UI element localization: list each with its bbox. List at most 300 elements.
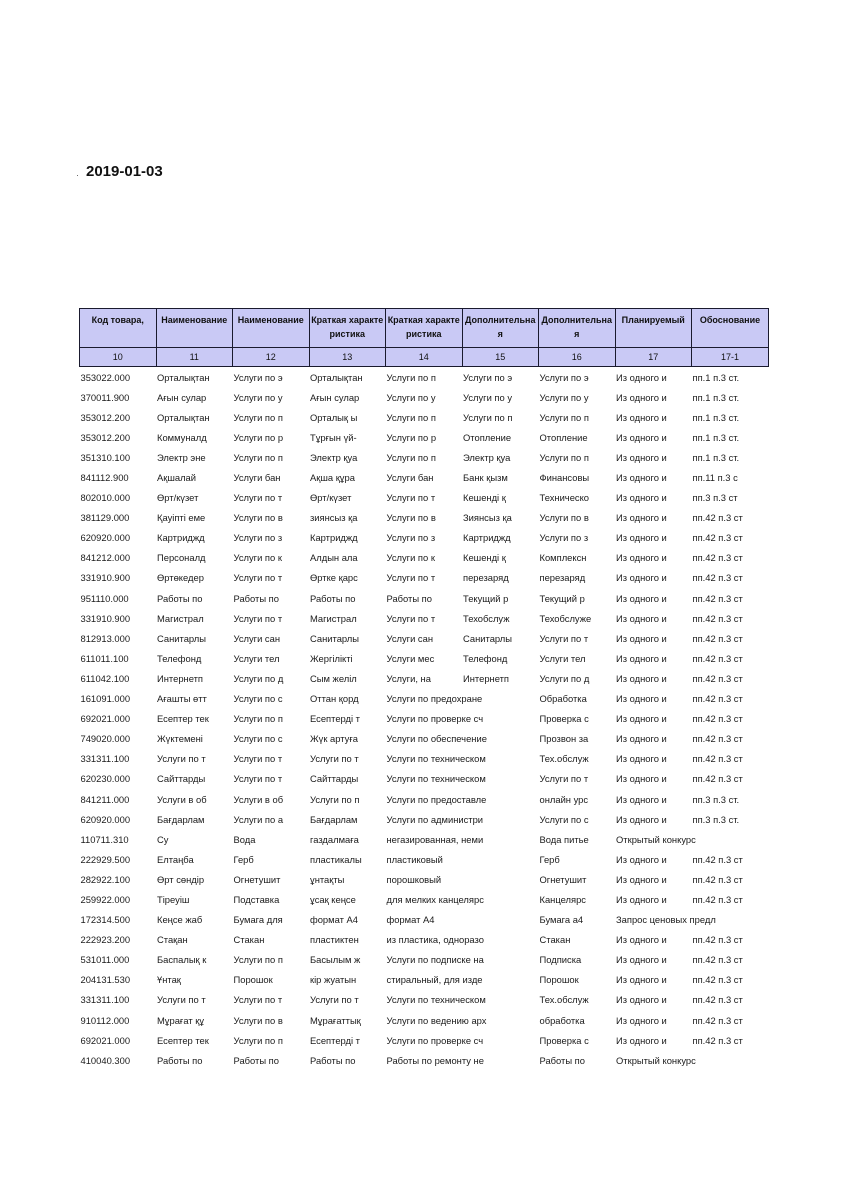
table-cell: порошковый (386, 873, 442, 885)
table-cell: Отопление (539, 431, 588, 443)
table-cell: Тех.обслуж (539, 753, 589, 765)
table-cell: перезаряд (463, 572, 509, 584)
table-cell: Услуги по к (233, 552, 282, 564)
table-cell: Услуги по з (539, 532, 589, 544)
table-cell: пп.42 п.3 ст (692, 1014, 743, 1026)
table-cell: Работы по (386, 592, 432, 604)
table-cell: формат А4 (310, 914, 358, 926)
table-cell: Из одного и (616, 391, 667, 403)
table-cell: обработка (539, 1014, 585, 1026)
table-cell: пп.42 п.3 ст (692, 572, 743, 584)
table-cell: Из одного и (616, 954, 667, 966)
table-cell: Из одного и (616, 813, 667, 825)
table-cell: Ағашты өтт (157, 693, 207, 705)
table-row (80, 749, 769, 769)
table-cell: Услуги по в (539, 512, 589, 524)
table-cell: пп.42 п.3 ст (692, 652, 743, 664)
table-cell: 749020.000 (80, 733, 131, 745)
table-cell: Из одного и (616, 512, 667, 524)
table-cell: Проверка с (539, 713, 589, 725)
table-cell: пп.42 п.3 ст (692, 853, 743, 865)
table-cell: Текущий р (539, 592, 585, 604)
table-cell: 222929.500 (80, 853, 131, 865)
table-cell: Стакан (233, 934, 265, 946)
table-cell: пп.11 п.3 с (692, 472, 738, 484)
table-cell: Работы по (233, 592, 279, 604)
table-cell: Услуги по т (233, 994, 283, 1006)
table-cell: Из одного и (616, 873, 667, 885)
table-cell: пп.42 п.3 ст (692, 893, 743, 905)
table-cell: Подставка (233, 893, 280, 905)
table-cell: Услуги, на (386, 672, 431, 684)
table-cell: Услуги мес (386, 652, 435, 664)
table-cell: Услуги по подписке на (386, 954, 484, 966)
column-number: 10 (80, 348, 157, 367)
table-cell: Орталықтан (310, 371, 363, 383)
header-cell: Обоснование (692, 309, 769, 348)
table-cell: 802010.000 (80, 492, 131, 504)
table-cell: пп.42 п.3 ст (692, 994, 743, 1006)
table-cell: Услуги по т (386, 572, 436, 584)
table-cell: Из одного и (616, 994, 667, 1006)
table-cell: кір жуатын (310, 974, 357, 986)
table-cell: Картриджд (157, 532, 205, 544)
table-cell: Финансовы (539, 472, 590, 484)
table-row (80, 910, 769, 930)
table-cell: Телефонд (463, 652, 508, 664)
table-cell: пп.42 п.3 ст (692, 753, 743, 765)
table-cell: Из одного и (616, 592, 667, 604)
table-cell: Услуги по р (233, 431, 284, 443)
table-cell: Услуги по п (386, 411, 436, 423)
header-cell: Краткая характеристика (386, 309, 463, 348)
table-cell: Услуги по т (157, 994, 206, 1006)
table-cell: Работы по (157, 1054, 203, 1066)
table-cell: 692021.000 (80, 713, 131, 725)
table-row (80, 769, 769, 789)
table-cell: Работы по (157, 592, 203, 604)
table-cell: Из одного и (616, 753, 667, 765)
table-cell: Услуги по в (233, 1014, 283, 1026)
table-cell: Канцелярс (539, 893, 586, 905)
table-cell: Из одного и (616, 974, 667, 986)
table-cell: Услуги сан (386, 632, 434, 644)
table-cell: пп.1 п.3 ст. (692, 411, 740, 423)
table-cell: Из одного и (616, 672, 667, 684)
table-cell: Кеңсе жаб (157, 914, 203, 926)
table-cell: Интернетп (157, 672, 203, 684)
table-cell: 531011.000 (80, 954, 130, 966)
table-cell: пп.42 п.3 ст (692, 713, 743, 725)
table-cell: Из одного и (616, 572, 667, 584)
table-cell: Услуги по д (539, 672, 590, 684)
table-cell: Услуги по п (233, 411, 283, 423)
column-number: 12 (233, 348, 310, 367)
table-row (80, 1010, 769, 1030)
table-cell: Услуги по предоставле (386, 793, 487, 805)
table-body (80, 367, 769, 1071)
table-cell: пп.42 п.3 ст (692, 552, 743, 564)
table-cell: пп.42 п.3 ст (692, 512, 743, 524)
table-cell: Услуги бан (233, 472, 281, 484)
table-cell: 161091.000 (80, 693, 131, 705)
table-cell: 620230.000 (80, 773, 131, 785)
table-cell: 410040.300 (80, 1054, 131, 1066)
table-row (80, 789, 769, 809)
table-cell: Услуги по у (233, 391, 283, 403)
table-cell: Жергілікті (310, 652, 353, 664)
table-cell: Услуги по т (539, 632, 589, 644)
table-cell: Елтаңба (157, 853, 194, 865)
table-cell: Мұрағаттық (310, 1014, 361, 1026)
table-cell: Услуги по т (233, 492, 283, 504)
table-cell: пп.42 п.3 ст (692, 693, 743, 705)
table-cell: Из одного и (616, 853, 667, 865)
header-cell: Наименование (156, 309, 233, 348)
table-cell: 841211.000 (80, 793, 130, 805)
table-cell: 331910.900 (80, 612, 131, 624)
column-number: 17 (615, 348, 692, 367)
table-cell: Из одного и (616, 1014, 667, 1026)
table-cell: Из одного и (616, 693, 667, 705)
table-cell: негазированная, неми (386, 833, 484, 845)
table-cell: ұсақ кеңсе (310, 893, 356, 905)
table-cell: пп.1 п.3 ст. (692, 371, 740, 383)
table-cell: Услуги по в (233, 512, 283, 524)
table-cell: пп.3 п.3 ст. (692, 793, 740, 805)
table-row (80, 950, 769, 970)
table-cell: Басылым ж (310, 954, 361, 966)
column-number: 11 (156, 348, 233, 367)
table-row (80, 1030, 769, 1050)
table-row (80, 387, 769, 407)
table-cell: Услуги по техническом (386, 773, 486, 785)
table-cell: 172314.500 (80, 914, 131, 926)
table-cell: Из одного и (616, 451, 667, 463)
table-cell: Өртке қарс (310, 572, 358, 584)
table-cell: Услуги по обеспечение (386, 733, 487, 745)
table-row (80, 689, 769, 709)
table-cell: Огнетушит (539, 873, 587, 885)
table-cell: Услуги по п (233, 954, 283, 966)
table-cell: Огнетушит (233, 873, 281, 885)
table-cell: 812913.000 (80, 632, 131, 644)
table-row (80, 588, 769, 608)
table-cell: Прозвон за (539, 733, 589, 745)
table-cell: Картриджд (463, 532, 511, 544)
table-row (80, 729, 769, 749)
table-cell: Орталықтан (157, 411, 210, 423)
table-cell: Из одного и (616, 532, 667, 544)
table-cell: Өрт/күзет (310, 492, 352, 504)
table-cell: Услуги по т (539, 773, 589, 785)
table-cell: Өртөкедер (157, 572, 204, 584)
table-cell: Бағдарлам (310, 813, 358, 825)
table-cell: 110711.310 (80, 833, 129, 845)
table-cell: Открытый конкурс (616, 833, 696, 845)
table-cell: Кешенді қ (463, 492, 506, 504)
column-number: 14 (386, 348, 463, 367)
table-cell: 331311.100 (80, 994, 130, 1006)
table-cell: 222923.200 (80, 934, 131, 946)
table-cell: Работы по (310, 1054, 356, 1066)
table-row (80, 970, 769, 990)
table-cell: Из одного и (616, 371, 667, 383)
table-cell: пп.1 п.3 ст. (692, 451, 740, 463)
table-cell: Услуги по п (233, 713, 283, 725)
table-row (80, 648, 769, 668)
table-cell: Персоналд (157, 552, 206, 564)
table-cell: Услуги по т (233, 753, 283, 765)
column-number: 17-1 (692, 348, 769, 367)
table-cell: Услуги по предохране (386, 693, 483, 705)
table-cell: 611042.100 (80, 672, 130, 684)
table-cell: пп.42 п.3 ст (692, 632, 743, 644)
table-cell: пп.42 п.3 ст (692, 773, 743, 785)
table-cell: Услуги по техническом (386, 753, 486, 765)
table-cell: Текущий р (463, 592, 509, 604)
table-cell: 353012.200 (80, 431, 131, 443)
table-cell: Комплексн (539, 552, 587, 564)
table-cell: Из одного и (616, 773, 667, 785)
column-number-row (80, 348, 769, 367)
table-cell: Услуги по п (386, 451, 436, 463)
page-mark: · (76, 170, 79, 180)
table-cell: Ағын сулар (157, 391, 207, 403)
table-cell: Алдын ала (310, 552, 358, 564)
table-cell: перезаряд (539, 572, 586, 584)
table-cell: 620920.000 (80, 532, 131, 544)
table-cell: Услуги по техническом (386, 994, 486, 1006)
table-cell: Из одного и (616, 713, 667, 725)
table-cell: Электр қуа (463, 451, 511, 463)
table-cell: пп.3 п.3 ст (692, 492, 738, 504)
table-cell: Санитарлы (310, 632, 360, 644)
table-row (80, 407, 769, 427)
table-row (80, 608, 769, 628)
table-row (80, 528, 769, 548)
table-cell: пп.42 п.3 ст (692, 954, 743, 966)
table-cell: Из одного и (616, 934, 667, 946)
table-cell: Ағын сулар (310, 391, 360, 403)
table-cell: Из одного и (616, 431, 667, 443)
table-cell: пп.42 п.3 ст (692, 1034, 743, 1046)
table-cell: Услуги по у (386, 391, 436, 403)
table-cell: Техобслуже (539, 612, 592, 624)
column-number: 13 (309, 348, 386, 367)
table-cell: Вода питье (539, 833, 589, 845)
table-cell: зиянсыз қа (310, 512, 358, 524)
table-cell: Услуги по т (310, 994, 359, 1006)
table-cell: 381129.000 (80, 512, 130, 524)
table-cell: Запрос ценовых предл (616, 914, 716, 926)
table-cell: Услуги по э (539, 371, 589, 383)
table-row (80, 488, 769, 508)
table-cell: Услуги по р (386, 431, 437, 443)
table-cell: пп.1 п.3 ст. (692, 391, 740, 403)
table-cell: Из одного и (616, 612, 667, 624)
table-cell: Ақша құра (310, 472, 355, 484)
table-cell: Обработка (539, 693, 587, 705)
table-cell: Услуги сан (233, 632, 281, 644)
table-cell: 370011.900 (80, 391, 130, 403)
table-cell: 204131.530 (80, 974, 131, 986)
table-row (80, 447, 769, 467)
table-cell: Есептер тек (157, 1034, 209, 1046)
table-cell: Услуги по а (233, 813, 284, 825)
table-cell: пп.42 п.3 ст (692, 974, 743, 986)
table-cell: Отопление (463, 431, 512, 443)
table-cell: Ақшалай (157, 472, 197, 484)
table-cell: газдалмаға (310, 833, 359, 845)
table-cell: Из одного и (616, 492, 667, 504)
column-number: 15 (462, 348, 539, 367)
table-cell: Услуги по т (386, 612, 436, 624)
table-cell: 353012.200 (80, 411, 131, 423)
table-cell: Магистрал (310, 612, 357, 624)
table-cell: Услуги по в (386, 512, 436, 524)
table-cell: Из одного и (616, 733, 667, 745)
header-row (80, 309, 769, 348)
table-cell: Услуги по т (233, 612, 283, 624)
table-cell: Қауіпті еме (157, 512, 206, 524)
table-cell: для мелких канцелярс (386, 893, 484, 905)
table-cell: Услуги по п (233, 1034, 283, 1046)
table-cell: Услуги по п (463, 411, 513, 423)
table-cell: Услуги по проверке сч (386, 1034, 484, 1046)
table-cell: пп.42 п.3 ст (692, 592, 743, 604)
table-cell: Орталық ы (310, 411, 358, 423)
table-cell: Бағдарлам (157, 813, 205, 825)
table-cell: стиральный, для изде (386, 974, 483, 986)
table-row (80, 809, 769, 829)
table-cell: Услуги по з (233, 532, 283, 544)
table-cell: Герб (233, 853, 254, 865)
table-cell: Проверка с (539, 1034, 589, 1046)
table-cell: Банк қызм (463, 472, 508, 484)
table-row (80, 849, 769, 869)
table-cell: Интернетп (463, 672, 509, 684)
table-cell: Из одного и (616, 472, 667, 484)
table-cell: Есептерді т (310, 1034, 360, 1046)
table-row (80, 709, 769, 729)
table-row (80, 628, 769, 648)
table-cell: пп.42 п.3 ст (692, 612, 743, 624)
table-cell: 611011.100 (80, 652, 129, 664)
header-cell: Дополнительная (462, 309, 539, 348)
table-cell: Из одного и (616, 632, 667, 644)
table-cell: Жүктемені (157, 733, 203, 745)
table-row (80, 1050, 769, 1070)
table-cell: Стакан (539, 934, 571, 946)
table-cell: Порошок (539, 974, 579, 986)
table-cell: Порошок (233, 974, 273, 986)
table-cell: Стақан (157, 934, 188, 946)
table-cell: Услуги по ведению арх (386, 1014, 487, 1026)
table-cell: Услуги бан (386, 472, 434, 484)
table-cell: пп.42 п.3 ст (692, 733, 743, 745)
table-cell: Услуги по с (233, 733, 283, 745)
table-cell: 331910.900 (80, 572, 131, 584)
table-cell: Магистрал (157, 612, 204, 624)
table-cell: пп.42 п.3 ст (692, 532, 743, 544)
table-cell: формат А4 (386, 914, 435, 926)
table-cell: 910112.000 (80, 1014, 130, 1026)
table-cell: Услуги по п (539, 411, 589, 423)
table-cell: Жүк артуға (310, 733, 358, 745)
table-cell: Услуги в об (233, 793, 284, 805)
table-cell: ұнтақты (310, 873, 345, 885)
table-row (80, 990, 769, 1010)
table-cell: Бумага а4 (539, 914, 584, 926)
table-cell: Услуги по з (386, 532, 436, 544)
table-row (80, 548, 769, 568)
table-row (80, 467, 769, 487)
table-cell: Тех.обслуж (539, 994, 589, 1006)
table-cell: Сым желіл (310, 672, 357, 684)
table-cell: пп.3 п.3 ст. (692, 813, 740, 825)
table-cell: 259922.000 (80, 893, 131, 905)
table-cell: Орталықтан (157, 371, 210, 383)
table-row (80, 508, 769, 528)
table-cell: пластиковый (386, 853, 443, 865)
table-cell: Өрт/күзет (157, 492, 199, 504)
table-cell: Услуги по п (539, 451, 589, 463)
table-cell: Из одного и (616, 793, 667, 805)
table-cell: 331311.100 (80, 753, 130, 765)
procurement-table (79, 308, 769, 1070)
table-cell: Картриджд (310, 532, 358, 544)
table-cell: онлайн урс (539, 793, 589, 805)
table-cell: Работы по (233, 1054, 279, 1066)
table-row (80, 869, 769, 889)
table-cell: 841112.900 (80, 472, 129, 484)
table-cell: Из одного и (616, 411, 667, 423)
table-cell: Есептерді т (310, 713, 360, 725)
table-cell: Услуги по п (310, 793, 360, 805)
table-cell: пластикалы (310, 853, 362, 865)
column-number: 16 (539, 348, 616, 367)
table-row (80, 668, 769, 688)
table-cell: Тіреуіш (157, 893, 190, 905)
table-cell: пластиктен (310, 934, 359, 946)
table-cell: Услуги по проверке сч (386, 713, 484, 725)
table-row (80, 930, 769, 950)
table-cell: Услуги по э (233, 371, 283, 383)
document-date: 2019-01-03 (86, 163, 163, 180)
table-cell: Услуги по у (539, 391, 589, 403)
table-cell: Из одного и (616, 893, 667, 905)
table-row (80, 568, 769, 588)
table-cell: пп.1 п.3 ст. (692, 431, 740, 443)
table-cell: Ұнтақ (157, 974, 181, 986)
table-cell: Услуги по т (310, 753, 359, 765)
table-cell: Сайттарды (157, 773, 206, 785)
table-cell: Техобслуж (463, 612, 510, 624)
table-cell: Открытый конкурс (616, 1054, 696, 1066)
table-cell: из пластика, одноразо (386, 934, 484, 946)
table-cell: Услуги по администри (386, 813, 484, 825)
table-cell: Услуги по п (386, 371, 436, 383)
table-cell: Услуги по т (386, 492, 436, 504)
table-row (80, 889, 769, 909)
table-cell: 692021.000 (80, 1034, 131, 1046)
table-cell: Санитарлы (463, 632, 513, 644)
header-cell: Дополнительная (539, 309, 616, 348)
table-cell: Услуги по с (539, 813, 589, 825)
header-cell: Планируемый (615, 309, 692, 348)
table-cell: Из одного и (616, 1034, 667, 1046)
